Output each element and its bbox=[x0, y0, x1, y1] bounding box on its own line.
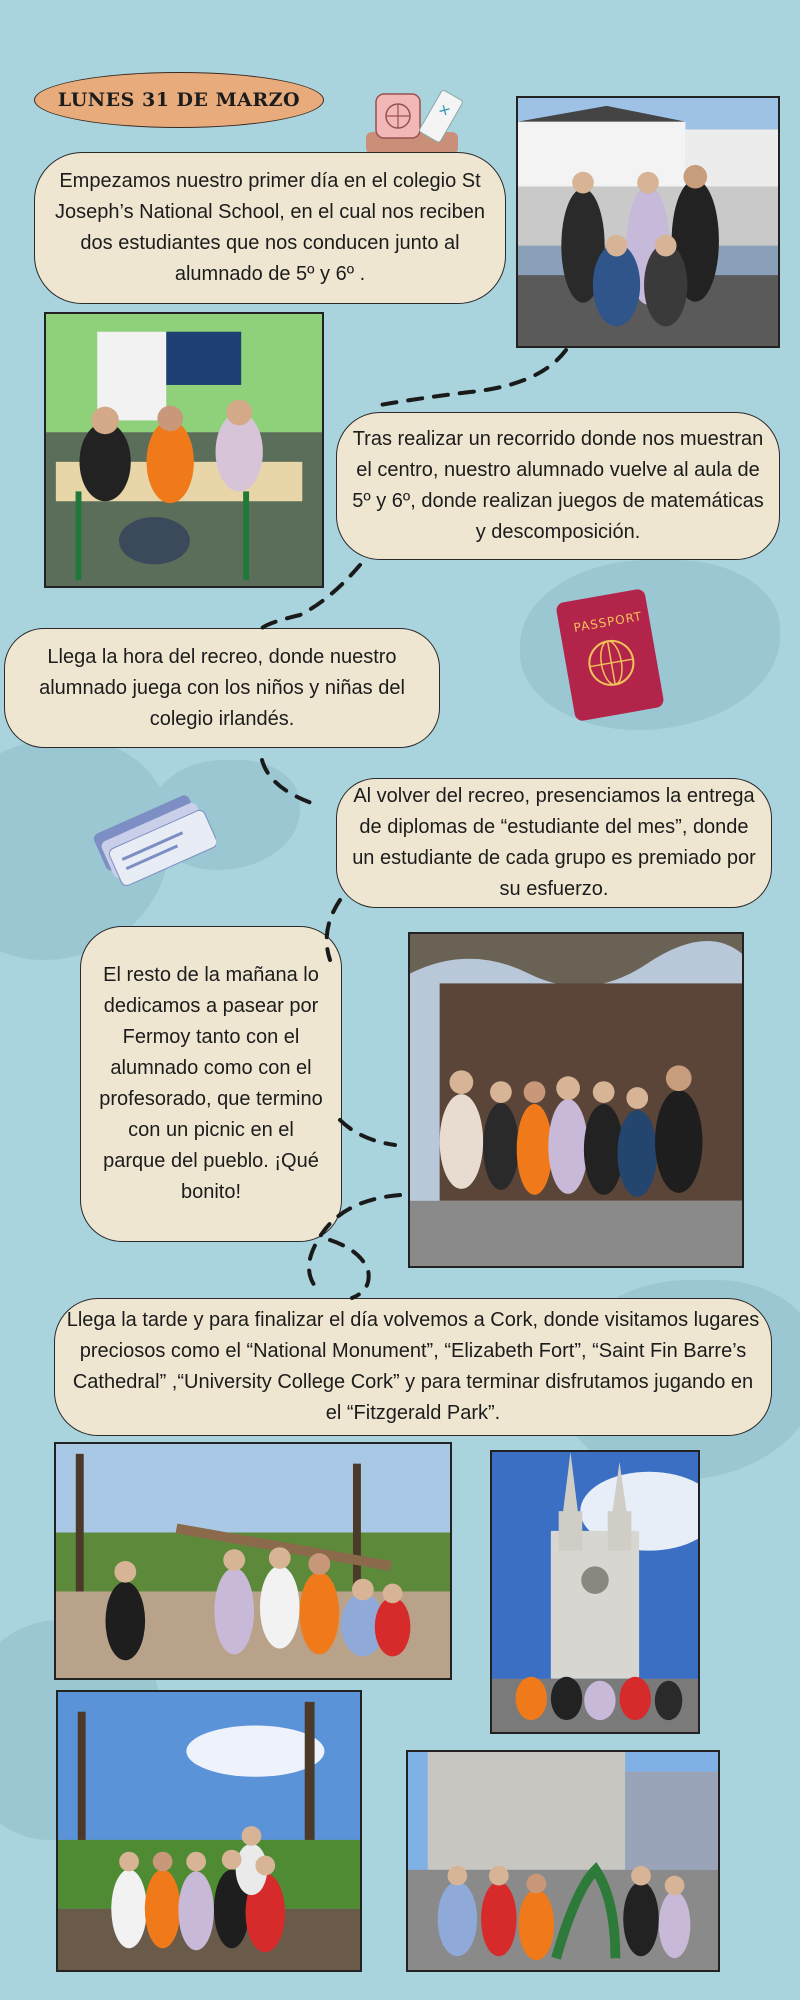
paragraph-3: Llega la hora del recreo, donde nuestro alumnado juega con los niños y niñas del colegio irlandés. bbox=[39, 645, 405, 730]
text-bubble-2 bbox=[336, 412, 780, 560]
photo-school-entrance bbox=[516, 96, 780, 348]
date-label: LUNES 31 DE MARZO bbox=[57, 89, 301, 111]
photo-playground bbox=[54, 1442, 452, 1680]
luggage-icon bbox=[360, 88, 470, 156]
paragraph-4: Al volver del recreo, presenciamos la entrega de diplomas de “estudiante del mes”, donde un estudiante de cada grupo es premiado por su esfuerzo. bbox=[352, 785, 756, 900]
photo-monument-group bbox=[408, 932, 744, 1268]
text-bubble-4 bbox=[336, 778, 772, 908]
paragraph-6: Llega la tarde y para finalizar el día volvemos a Cork, donde visitamos lugares preciosos como el “National Monument”, “Elizabeth Fort”, “Saint Fin Barre’s Cathedral” ,“University College Cork” y para terminar disfrutamos jugando en el “Fitzgerald Park”. bbox=[66, 1309, 760, 1424]
svg-text:✕: ✕ bbox=[434, 101, 454, 121]
text-bubble-5 bbox=[80, 926, 342, 1242]
photo-classroom bbox=[44, 312, 324, 588]
date-tag bbox=[34, 72, 324, 128]
passport-icon bbox=[555, 585, 665, 725]
paragraph-1: Empezamos nuestro primer día en el colegio St Joseph’s National School, en el cual nos reciben dos estudiantes que nos conducen junto al alumnado de 5º y 6º . bbox=[55, 170, 485, 285]
photo-university bbox=[406, 1750, 720, 1972]
tickets-icon bbox=[86, 790, 216, 886]
text-bubble-3 bbox=[4, 628, 440, 748]
paragraph-2: Tras realizar un recorrido donde nos muestran el centro, nuestro alumnado vuelve al aula de 5º y 6º, donde realizan juegos de matemáticas y descomposición. bbox=[352, 428, 764, 543]
text-bubble-6 bbox=[54, 1298, 772, 1436]
paragraph-5: El resto de la mañana lo dedicamos a pasear por Fermoy tanto con el alumnado como con el profesorado, que termino con un picnic en el parque del pueblo. ¡Qué bonito! bbox=[99, 964, 323, 1203]
passport-text: PASSPORT bbox=[572, 609, 644, 635]
text-bubble-1 bbox=[34, 152, 506, 304]
photo-cathedral bbox=[490, 1450, 700, 1734]
photo-park bbox=[56, 1690, 362, 1972]
